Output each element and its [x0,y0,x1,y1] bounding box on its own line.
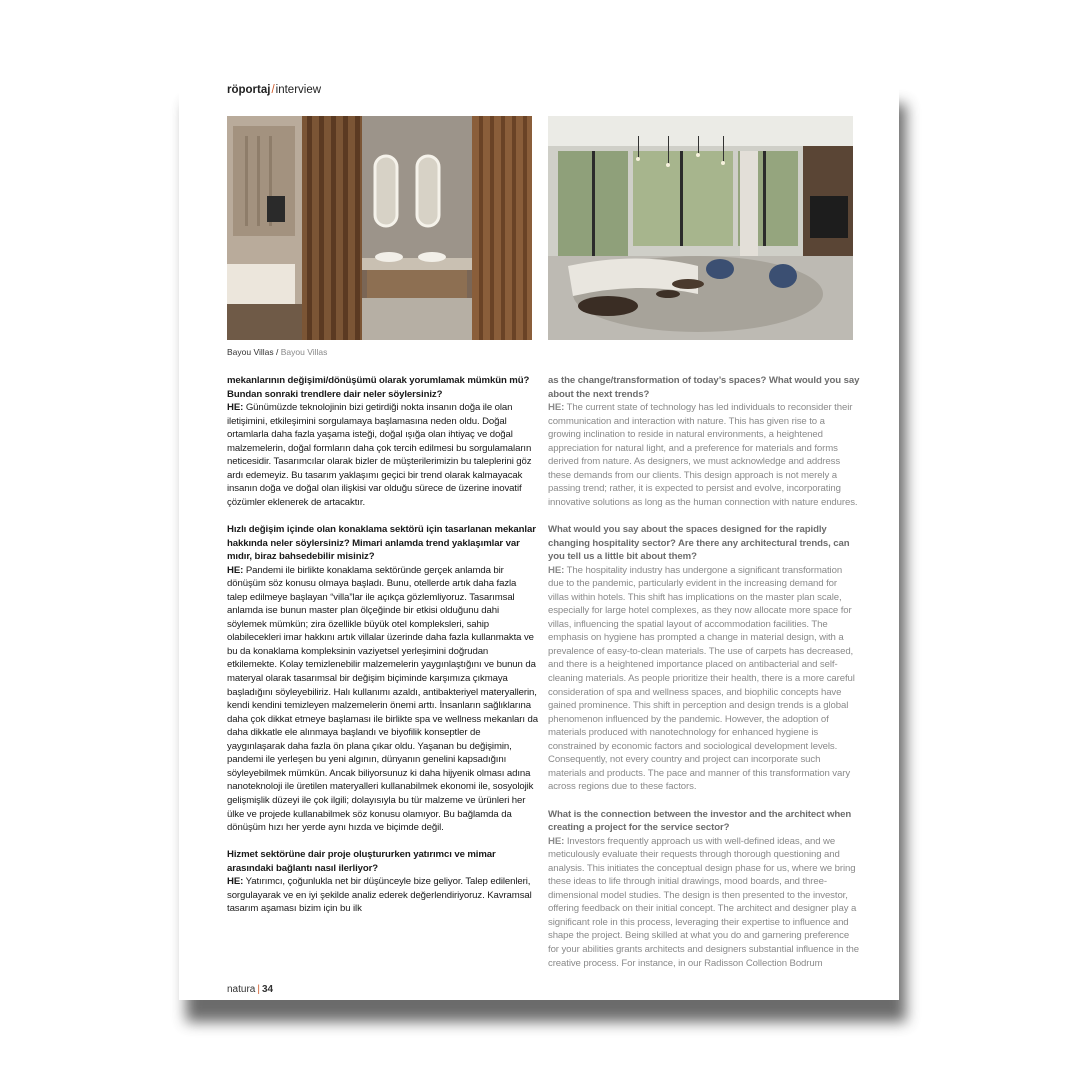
answer-tr-3 [227,875,539,916]
page-footer [227,984,273,995]
column-english [548,374,860,970]
section-header [227,84,321,96]
magazine-name: natura [227,984,256,995]
answer-text: The hospitality industry has undergone a significant transformation due to the pandemic, particularly evident in the increasing demand for villas within hotels. This shift has implications on the master plan scale, especially for large hotel complexes, as they now allocate more space for villas, influencing the spatial layout of accommodation facilities. The emphasis on hygiene has prompted a change in material design, with a prevalence of easy-to-clean materials. The use of carpets has decreased, and there is a heightened importance placed on antibacterial and self-cleaning materials. As people prioritize their health, there is a more careful consideration of spa and wellness spaces, and biophilic concepts have gained prominence. This shift in perception and design trends is a global phenomenon influenced by the pandemic. However, the adoption of materials produced with nanotechnology for enhanced hygiene is constrained by economic factors and sociological development levels. Consequently, not every country and project can incorporate such materials and products. The pace and manner of this transformation vary across regions due to these factors. [548,564,855,793]
answer-text: Yatırımcı, çoğunlukla net bir düşünceyle bize geliyor. Talep edilenleri, sorgulayarak ve en iyi şekilde analiz ederek değerlendiriyoruz. Kavramsal tasarım aşaması bizim için bu ilk [227,876,532,915]
section-title-en: interview [275,84,322,96]
page-number: 34 [261,984,274,995]
question-en-2: What would you say about the spaces designed for the rapidly changing hospitality sector? Are there any architectural trends, can you tell us a little bit about them? [548,524,850,563]
question-en-3: What is the connection between the investor and the architect when creating a project for the service sector? [548,808,852,834]
section-title-tr: röportaj [227,84,271,96]
answer-text: Investors frequently approach us with well-defined ideas, and we meticulously evaluate their requests through thorough questioning and analysis. This initiates the conceptual design phase for us, where we bring these ideas to life through initial drawings, mood boards, and three-dimensional model studies. The design is then presented to the investor, offering feedback on their initial concept. The architect and designer play a significant role in this process, leveraging their expertise to influence and shape the project. Being skilled at what you do and garnering preference for your abilities grants architects and designers substantial influence in the creative process. For instance, in our Radisson Collection Bodrum [548,835,860,969]
answer-text: The current state of technology has led individuals to reconsider their communication and interaction with nature. This has given rise to a growing inclination to reside in natural environments, a heightened appreciation for natural light, and a preference for materials and forms derived from nature. As designers, we must acknowledge and address these demands from our clients. This design approach is not merely a passing trend; rather, it is expected to persist and evolve, incorporating innovative solutions as long as the human connection with nature endures. [548,402,858,508]
caption-separator: / [276,347,279,357]
answer-en-2 [548,564,860,794]
answer-en-1 [548,401,860,509]
speaker-label: HE: [548,402,565,414]
column-turkish [227,374,539,916]
question-tr-3: Hizmet sektörüne dair proje oluştururken yatırımcı ve mimar arasındaki bağlantı nasıl ilerliyor? [227,849,496,874]
answer-en-3 [548,835,860,970]
footer-separator: | [257,984,260,995]
speaker-label: HE: [227,564,244,576]
photo-bathroom [227,116,532,340]
speaker-label: HE: [227,402,244,414]
speaker-label: HE: [227,876,244,888]
section-separator: / [271,84,275,96]
answer-text: Pandemi ile birlikte konaklama sektöründe gerçek anlamda bir dönüşüm söz konusu olmaya başladı. Bunu, otellerde artık daha fazla talep edilmeye başlayan “villa”lar ile açıkça gözlemliyoruz. Tasarımsal anlamda ise bunun master plan ölçeğinde bir etkisi olduğunu dahi söylemek mümkün; zira özellikle büyük otel kompleksleri, sahip olabilecekleri imar hakkını artık villalar üzerinde daha fazla kullanmakta ve bu da konaklama kompleksinin vaziyetsel yerleşimini doğrudan etkilemekte. Kolay temizlenebilir malzemelerin yaygınlaştığını ve bunun da materyal olarak tasarımsal bir değişim biçiminde karşımıza çıkmaya başladığını söyleyebiliriz. Halı kullanımı azaldı, antibakteriyel materyallerin, kendi kendini temizleyen malzemelerin önemi arttı. İnsanların sağlıklarına daha çok dikkat etmeye başlaması ile birlikte spa ve wellness mekanları da daha dikkatle ele alınmaya başlandı ve biyofilik konseptler de yaygınlaşarak daha fazla ön plana çıkar oldu. Yaşanan bu değişimin, pandemi ile yerleşen bu yeni algının, dünyanın genelini kapsadığını söyleyebilmek mümkün. Ancak biliyorsunuz ki daha hijyenik olması adına nanoteknoloji ile üretilen materyalleri kullanabilmek ekonomi ile, sosyolojik gelişmişlik düzeyi ile çok ilgili; dolayısıyla bu tür malzeme ve ürünleri her ülke ve projede kullanabilmek söz konusu olamıyor. Bu bağlamda da dönüşüm hızı her yerde aynı hızda ve biçimde değil. [227,564,538,834]
photo-living-room [548,116,853,340]
photo-caption [227,347,327,357]
question-en-1: as the change/transformation of today’s spaces? What would you say about the next trends? [548,375,860,400]
speaker-label: HE: [548,835,565,847]
answer-text: Günümüzde teknolojinin bizi getirdiği nokta insanın doğa ile olan iletişimini, etkileşimini sorgulamaya başlamasına neden oldu. Doğal ortamlarla daha fazla yaşama isteği, doğal ışığa olan ihtiyaç ve doğal malzemelerin, doğal formların daha çok tercih edilmesi bu sorgulamaların neticesidir. Tasarımcılar olarak bizler de müşterilerimizin bu taleplerini göz ardı edemeyiz. Bu tasarım yaklaşımı geçici bir trend olarak kalmayacak insanın doğa ve doğal olan ilişkisi var olduğu sürece de üzerine inovatif çözümler eklenerek de artacaktır. [227,402,532,508]
caption-tr: Bayou Villas [227,347,274,357]
magazine-page [179,70,899,1000]
caption-en: Bayou Villas [280,347,328,357]
answer-tr-2 [227,564,539,835]
speaker-label: HE: [548,564,565,576]
question-tr-2: Hızlı değişim içinde olan konaklama sektörü için tasarlanan mekanlar hakkında neler söylersiniz? Mimari anlamda trend yaklaşımlar var mıdır, biraz bahsedebilir misiniz? [227,524,536,563]
question-tr-1: mekanlarının değişimi/dönüşümü olarak yorumlamak mümkün mü? Bundan sonraki trendlere dair neler söylersiniz? [227,375,530,400]
answer-tr-1 [227,401,539,509]
